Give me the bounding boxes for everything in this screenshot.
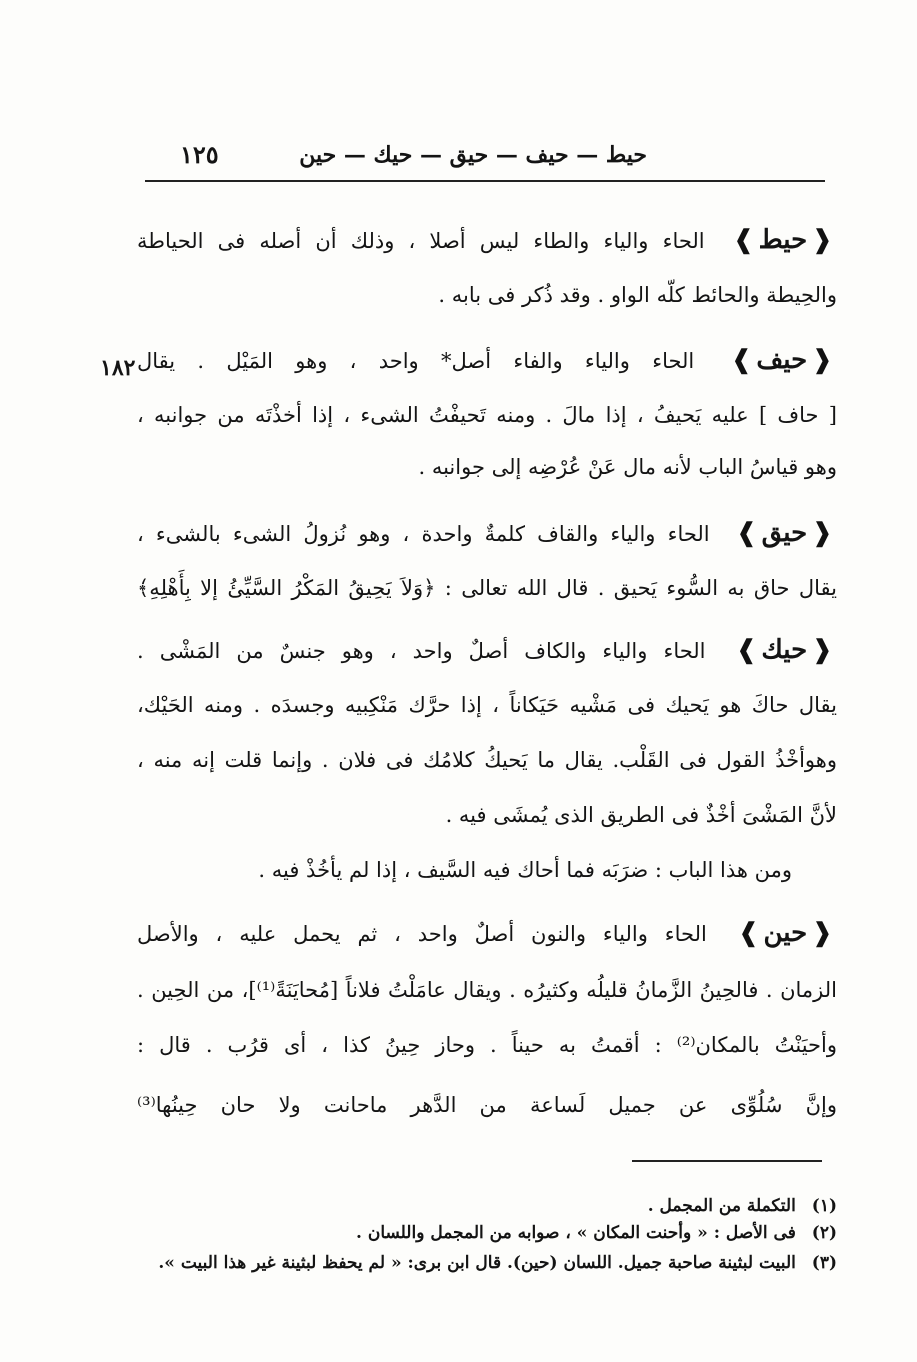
- entry-hayf-line-1: [137, 345, 837, 376]
- footnote-number: (٣): [811, 1253, 837, 1273]
- footnote-rule: [632, 1160, 822, 1162]
- entry-hayq-line-1: [137, 518, 837, 549]
- margin-page-note: ١٨٢: [100, 355, 136, 381]
- entry-hayk-line-2: يقال حاكَ هو يَحيك فى مَشْيه حَيَكاناً ، إذا حرَّك مَنْكِبيه وجسدَه . ومنه الحَيْك،: [137, 693, 837, 717]
- entry-root-hayt: ❰ حيط ❱: [729, 225, 837, 255]
- footnote-1: [137, 1195, 837, 1217]
- entry-root-hayk: ❰ حيك ❱: [732, 635, 837, 665]
- entry-root-hayn: ❰ حين ❱: [734, 918, 837, 948]
- entry-root-hayf: ❰ حيف ❱: [727, 345, 837, 375]
- footnote-text: التكملة من المجمل .: [647, 1196, 796, 1216]
- footnote-2: [137, 1222, 837, 1244]
- running-title: حيط — حيف — حيق — حيك — حين: [299, 142, 647, 168]
- entry-hayk-line-3: وهوأخْذُ القول فى القَلْب. يقال ما يَحيكُ كلامُك فى فلان . وإنما قلت إنه منه ،: [137, 748, 837, 772]
- entry-hayn-line-3: وأحيَنْتُ بالمكان⁽²⁾ : أقمتُ به حيناً . وحاز حِينُ كذا ، أى قرُب . قال :: [137, 1033, 837, 1057]
- entry-hayq-line-2: يقال حاق به السُّوء يَحيق . قال الله تعالى : ﴿وَلاَ يَحِيقُ المَكْرُ السَّيِّئُ إلا بِأَهْلِهِ﴾: [137, 576, 837, 600]
- entry-hayk-line-5: ومن هذا الباب : ضرَبَه فما أحاك فيه السَّيف ، إذا لم يأخُذْ فيه .: [258, 858, 792, 882]
- page-number: ١٢٥: [180, 140, 219, 169]
- entry-hayt-line-2: والحِيطة والحائط كلّه الواو . وقد ذُكر فى بابه .: [438, 283, 837, 307]
- footnote-number: (٢): [811, 1223, 837, 1243]
- footnote-text: فى الأصل : « وأحنت المكان » ، صوابه من المجمل واللسان .: [356, 1223, 796, 1243]
- header-rule: [145, 180, 825, 182]
- entry-hayf-line-2: [ حاف ] عليه يَحيفُ ، إذا مالَ . ومنه تَحيفْتُ الشىء ، إذا أخذْتَه من جوانبه ،: [137, 403, 837, 427]
- entry-text: الحاء والياء والكاف أصلٌ واحد ، وهو جنسٌ من المَشْى .: [137, 639, 706, 663]
- verse-hemistich-second: من الدَّهر ماحانت ولا حان حِينُها⁽³⁾: [137, 1093, 507, 1117]
- running-header: [150, 140, 827, 180]
- footnote-text: البيت لبثينة صاحبة جميل. اللسان (حين). قال ابن برى: « لم يحفظ لبثينة غير هذا البيت ».: [158, 1253, 796, 1273]
- entry-hayk-line-4: لأنَّ المَشْىَ أخْذٌ فى الطريق الذى يُمشَى فيه .: [445, 803, 837, 827]
- entry-hayf-line-3: وهو قياسُ الباب لأنه مال عَنْ عُرْضِه إلى جوانبه .: [418, 455, 837, 479]
- verse-line: [137, 1090, 837, 1120]
- entry-hayn-line-1: [137, 918, 837, 949]
- entry-hayk-line-1: [137, 635, 837, 666]
- entry-text: الحاء والياء والنون أصلٌ واحد ، ثم يحمل عليه ، والأصل: [137, 922, 707, 946]
- entry-hayn-line-2: الزمان . فالحِينُ الزَّمانُ قليلُه وكثيرُه . ويقال عامَلْتُ فلاناً [مُحايَنَةً⁽¹⁾]، من الحِين .: [137, 978, 837, 1002]
- entry-text: الحاء والياء والفاء أصل* واحد ، وهو المَيْل . يقال: [137, 349, 695, 373]
- entry-text: الحاء والياء والقاف كلمةٌ واحدة ، وهو نُزولُ الشىء بالشىء ،: [137, 522, 710, 546]
- entry-root-hayq: ❰ حيق ❱: [732, 518, 837, 548]
- entry-hayt-line-1: [137, 225, 837, 256]
- footnote-3: [137, 1252, 837, 1274]
- verse-hemistich-first: وإنَّ سُلُوِّى عن جميل لَساعة: [529, 1093, 837, 1117]
- entry-text: الحاء والياء والطاء ليس أصلا ، وذلك أن أصله فى الحياطة: [137, 229, 705, 253]
- footnote-number: (١): [811, 1196, 837, 1216]
